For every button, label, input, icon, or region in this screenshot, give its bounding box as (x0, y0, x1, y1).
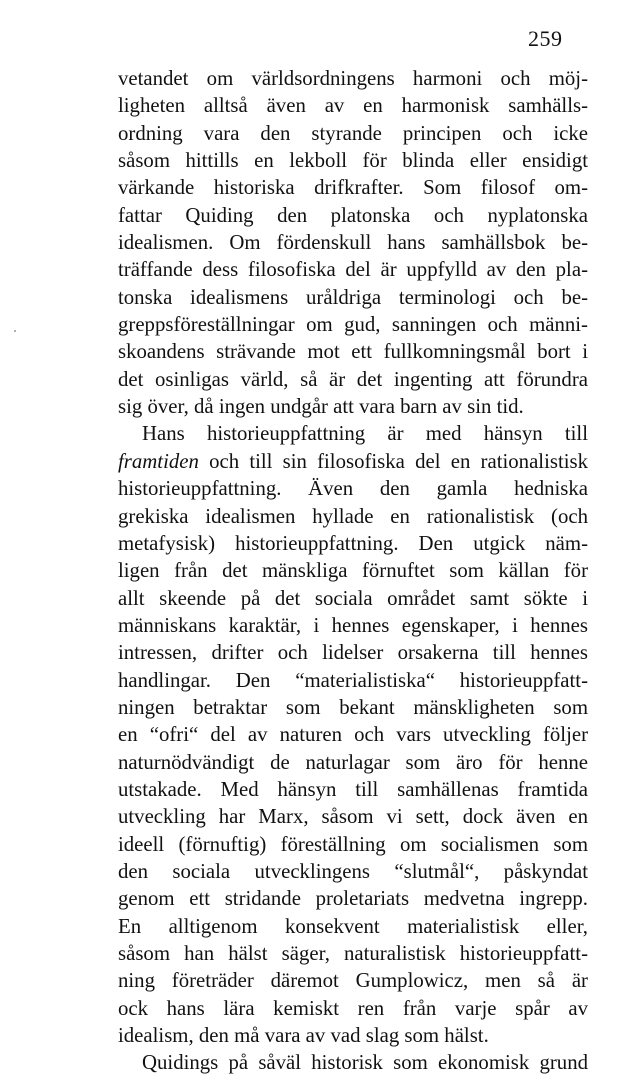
text-line: handlingar. Den “materialistiska“ historieuppfatt- (118, 668, 588, 692)
text-line: allt skeende på det sociala området samt sökte i (118, 586, 588, 610)
text-line: ligheten alltså även av en harmonisk samhälls- (118, 94, 588, 118)
text-line: ordning vara den styrande principen och icke (118, 121, 588, 145)
text-line: ock hans lära kemiskt ren från varje spår av (118, 996, 588, 1020)
margin-speck (14, 330, 16, 332)
text-line: historieuppfattning. Även den gamla hedniska (118, 477, 588, 501)
text-line: greppsföreställningar om gud, sanningen och männi- (118, 313, 588, 337)
text-line: idealism, den må vara av vad slag som hälst. (118, 1024, 489, 1048)
page-number: 259 (528, 26, 563, 51)
text-line: intressen, drifter och lidelser orsakerna till hennes (118, 641, 588, 665)
text-line: Hans historieuppfattning är med hänsyn till (142, 422, 588, 446)
text-line: grekiska idealismen hyllade en rationalistisk (och (118, 504, 588, 528)
text-line: såsom han hälst säger, naturalistisk historieuppfatt- (118, 942, 588, 965)
text-line: idealismen. Om fördenskull hans samhällsbok be- (118, 231, 588, 255)
text-line: naturnödvändigt de naturlagar som äro för henne (118, 750, 588, 774)
text-line: skoandens strävande mot ett fullkomningsmål bort i (118, 340, 588, 364)
text-line: en “ofri“ del av naturen och vars utveckling följer (118, 723, 588, 747)
text-line: människans karaktär, i hennes egenskaper, i hennes (118, 613, 588, 637)
text-line: ning företräder däremot Gumplowicz, men så är (118, 969, 588, 993)
text-line: ligen från det mänskliga förnuftet som källan för (118, 559, 588, 583)
text-line: ideell (förnuftig) föreställning om socialismen som (118, 832, 588, 856)
text-line: såsom hittills en lekboll för blinda eller ensidigt (118, 149, 588, 173)
text-line: fattar Quiding den platonska och nyplatonska (118, 203, 588, 227)
text-line: sig över, då ingen undgår att vara barn av sin tid. (118, 395, 524, 419)
emphasized-word: framtiden (118, 449, 199, 473)
text-line: träffande dess filosofiska del är uppfylld av den pla- (118, 258, 588, 282)
body-text (118, 65, 588, 1077)
text-line: det osinligas värld, så är det ingenting att förundra (118, 367, 588, 391)
text-line: Quidings på såväl historisk som ekonomisk grund (142, 1051, 588, 1075)
text-line: genom ett stridande proletariats medvetna ingrepp. (118, 887, 588, 911)
text-line: metafysisk) historieuppfattning. Den utgick näm- (118, 531, 588, 555)
text-line: den sociala utvecklingens “slutmål“, påskyndat (118, 859, 588, 883)
text-line: tonska idealismens uråldriga terminologi och be- (118, 285, 588, 309)
text-line: framtiden och till sin filosofiska del en rationalistisk (118, 449, 588, 473)
text-line: utveckling har Marx, såsom vi sett, dock även en (118, 805, 588, 829)
text-line: utstakade. Med hänsyn till samhällenas framtida (118, 777, 588, 801)
text-line: värkande historiska drifkrafter. Som filosof om- (118, 176, 588, 200)
text-line: vetandet om världsordningens harmoni och möj- (118, 67, 588, 90)
text-line: En alltigenom konsekvent materialistisk eller, (118, 914, 588, 938)
text-line: ningen betraktar som bekant mänskligheten som (118, 695, 588, 719)
